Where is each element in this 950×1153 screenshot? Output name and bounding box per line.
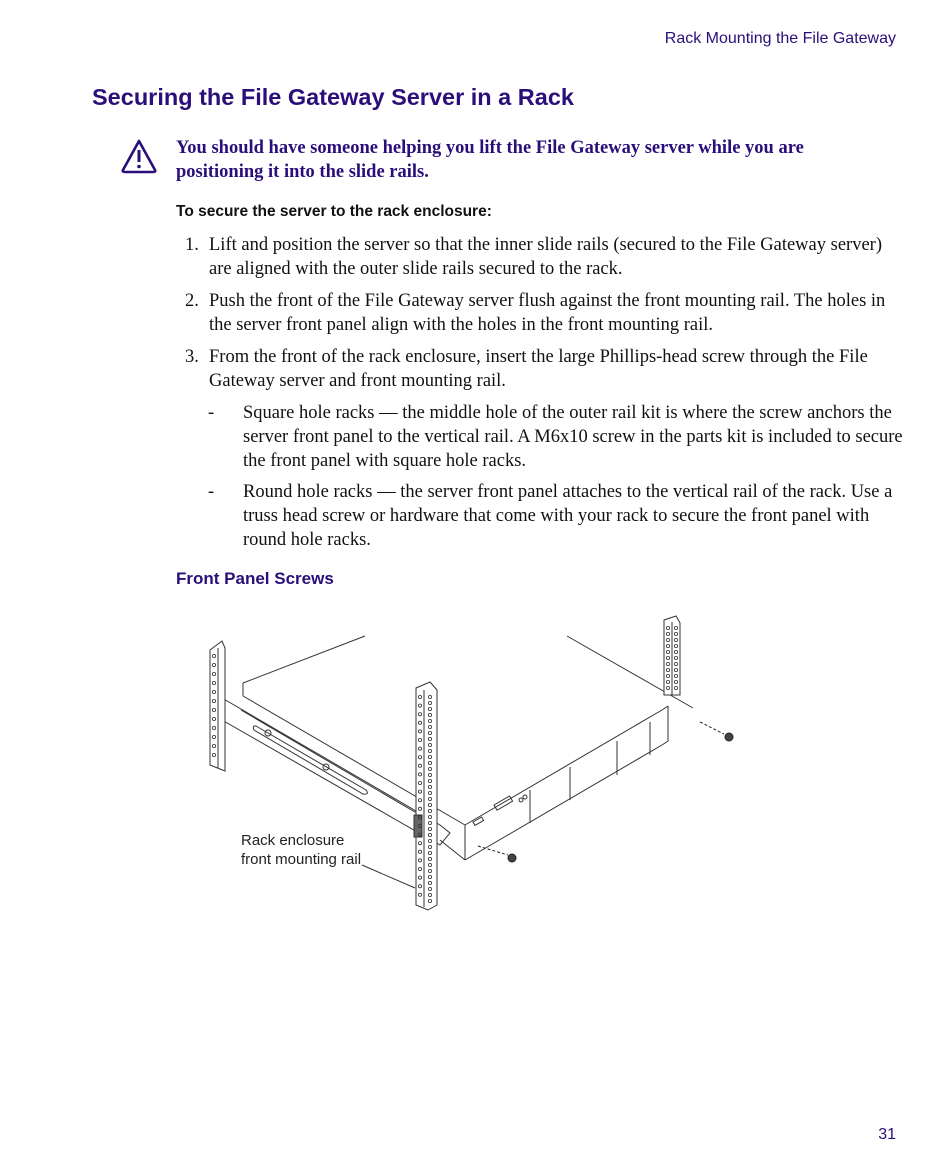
bullet: - [208, 482, 215, 502]
section-title: Securing the File Gateway Server in a Rack [92, 84, 574, 110]
step-text: Push the front of the File Gateway server flush against the front mounting rail. The holes in the server front panel align with the holes in the front mounting rail. [209, 291, 886, 335]
server-front-panel [473, 722, 650, 825]
step-1 [185, 233, 899, 281]
bullet: - [208, 403, 215, 423]
step-text: Lift and position the server so that the inner slide rails (secured to the File Gateway server) are aligned with the outer slide rails secured to the rack. [209, 235, 882, 279]
server-back-edge [243, 636, 365, 683]
step-number: 2. [185, 291, 199, 311]
step-3 [185, 345, 899, 393]
figure-caption: Front Panel Screws [176, 569, 334, 588]
running-header: Rack Mounting the File Gateway [664, 30, 896, 47]
substep-text: Square hole racks — the middle hole of the outer rail kit is where the screw anchors the server front panel to the vertical rail. A M6x10 screw in the parts kit is included to secure the front panel with square hole racks. [243, 403, 903, 471]
server-front-top-edge [465, 710, 662, 825]
substep-text: Round hole racks — the server front panel attaches to the vertical rail of the rack. Use a truss head screw or hardware that come with your rack to secure the front panel with round hole racks. [243, 482, 893, 550]
warning-triangle-icon [120, 138, 158, 174]
step-2 [185, 289, 899, 337]
front-mounting-rail [414, 682, 437, 910]
procedure-heading: To secure the server to the rack enclosure: [176, 203, 492, 220]
step-number: 3. [185, 347, 199, 367]
callout-leader-line [362, 865, 415, 888]
rack-mounting-diagram [200, 610, 760, 920]
rear-left-rail [210, 641, 225, 771]
callout-label-line1: Rack enclosure [241, 832, 345, 849]
page-number: 31 [878, 1126, 896, 1143]
substep-round-hole [208, 480, 903, 552]
callout-label-line2: front mounting rail [241, 851, 362, 868]
substep-square-hole [208, 401, 903, 473]
step-number: 1. [185, 235, 199, 255]
warning-text: You should have someone helping you lift the File Gateway server while you are positioning it into the slide rails. [176, 138, 804, 182]
step-text: From the front of the rack enclosure, insert the large Phillips-head screw through the File Gateway server and front mounting rail. [209, 347, 868, 391]
